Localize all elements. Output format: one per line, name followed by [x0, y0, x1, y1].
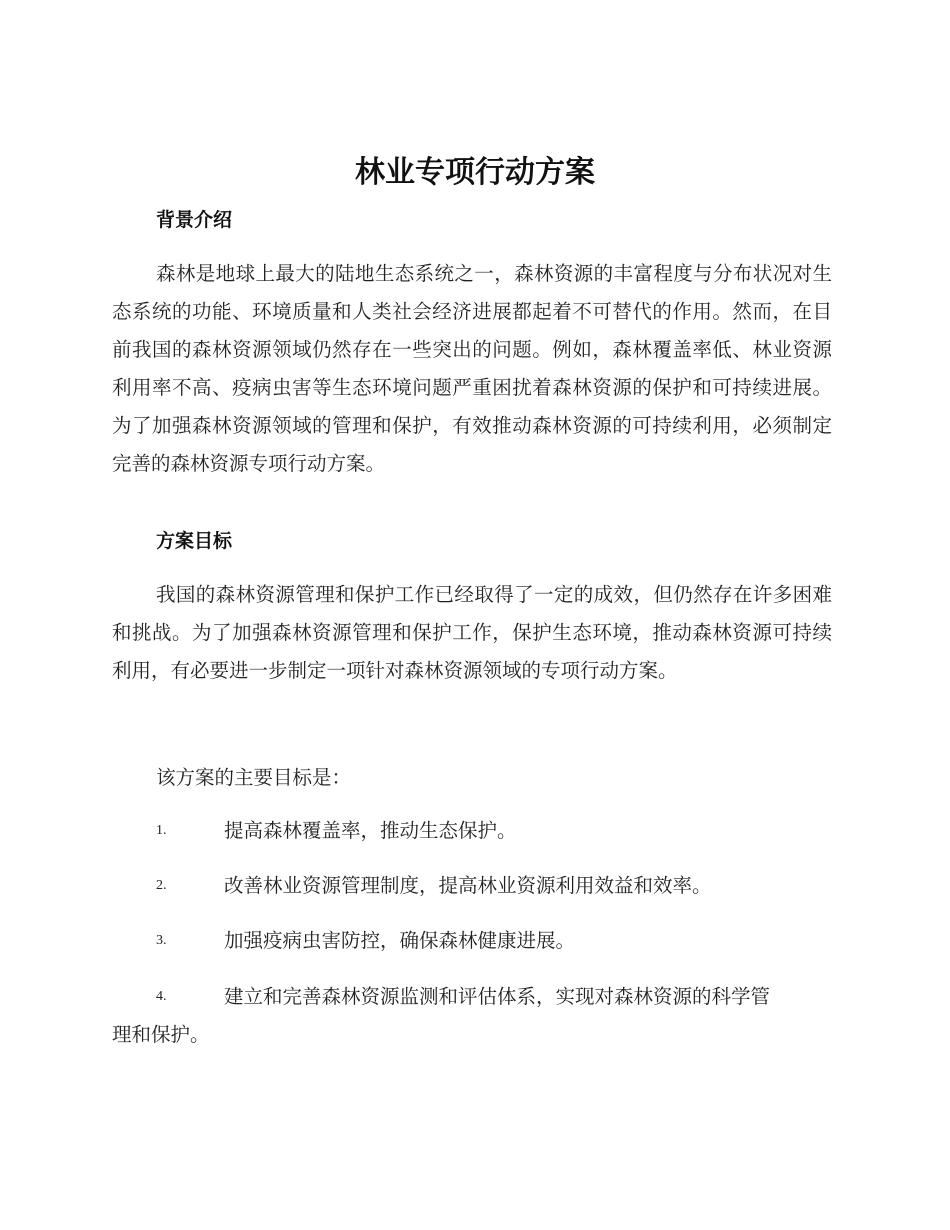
list-item-number: 1.: [156, 823, 167, 838]
list-item: [112, 812, 832, 850]
list-item-text: 建立和完善森林资源监测和评估体系，实现对森林资源的科学管: [224, 985, 771, 1008]
section-heading-background: 背景介绍: [156, 209, 233, 231]
list-item-text: 加强疫病虫害防控，确保森林健康进展。: [224, 929, 576, 952]
section-heading-goals: 方案目标: [156, 530, 233, 552]
list-item: [112, 978, 832, 1054]
list-item-number: 4.: [156, 989, 167, 1004]
list-item-text: 改善林业资源管理制度，提高林业资源利用效益和效率。: [224, 874, 712, 897]
document-title: 林业专项行动方案: [355, 155, 595, 190]
list-item: [112, 867, 832, 905]
background-paragraph: 森林是地球上最大的陆地生态系统之一，森林资源的丰富程度与分布状况对生态系统的功能、环境质量和人类社会经济进展都起着不可替代的作用。然而，在目前我国的森林资源领域仍然存在一些突出的问题。例如，森林覆盖率低、林业资源利用率不高、疫病虫害等生态环境问题严重困扰着森林资源的保护和可持续进展。为了加强森林资源领域的管理和保护，有效推动森林资源的可持续利用，必须制定完善的森林资源专项行动方案。: [112, 262, 832, 475]
list-item-number: 3.: [156, 933, 167, 948]
list-item-number: 2.: [156, 878, 167, 893]
goals-paragraph: 我国的森林资源管理和保护工作已经取得了一定的成效，但仍然存在许多困难和挑战。为了加强森林资源管理和保护工作，保护生态环境，推动森林资源可持续利用，有必要进一步制定一项针对森林资源领域的专项行动方案。: [112, 583, 832, 682]
list-item-text: 提高森林覆盖率，推动生态保护。: [224, 819, 517, 842]
list-item-text-continued: 理和保护。: [112, 1023, 210, 1046]
list-item: [112, 922, 832, 960]
goals-intro: 该方案的主要目标是：: [156, 766, 352, 789]
